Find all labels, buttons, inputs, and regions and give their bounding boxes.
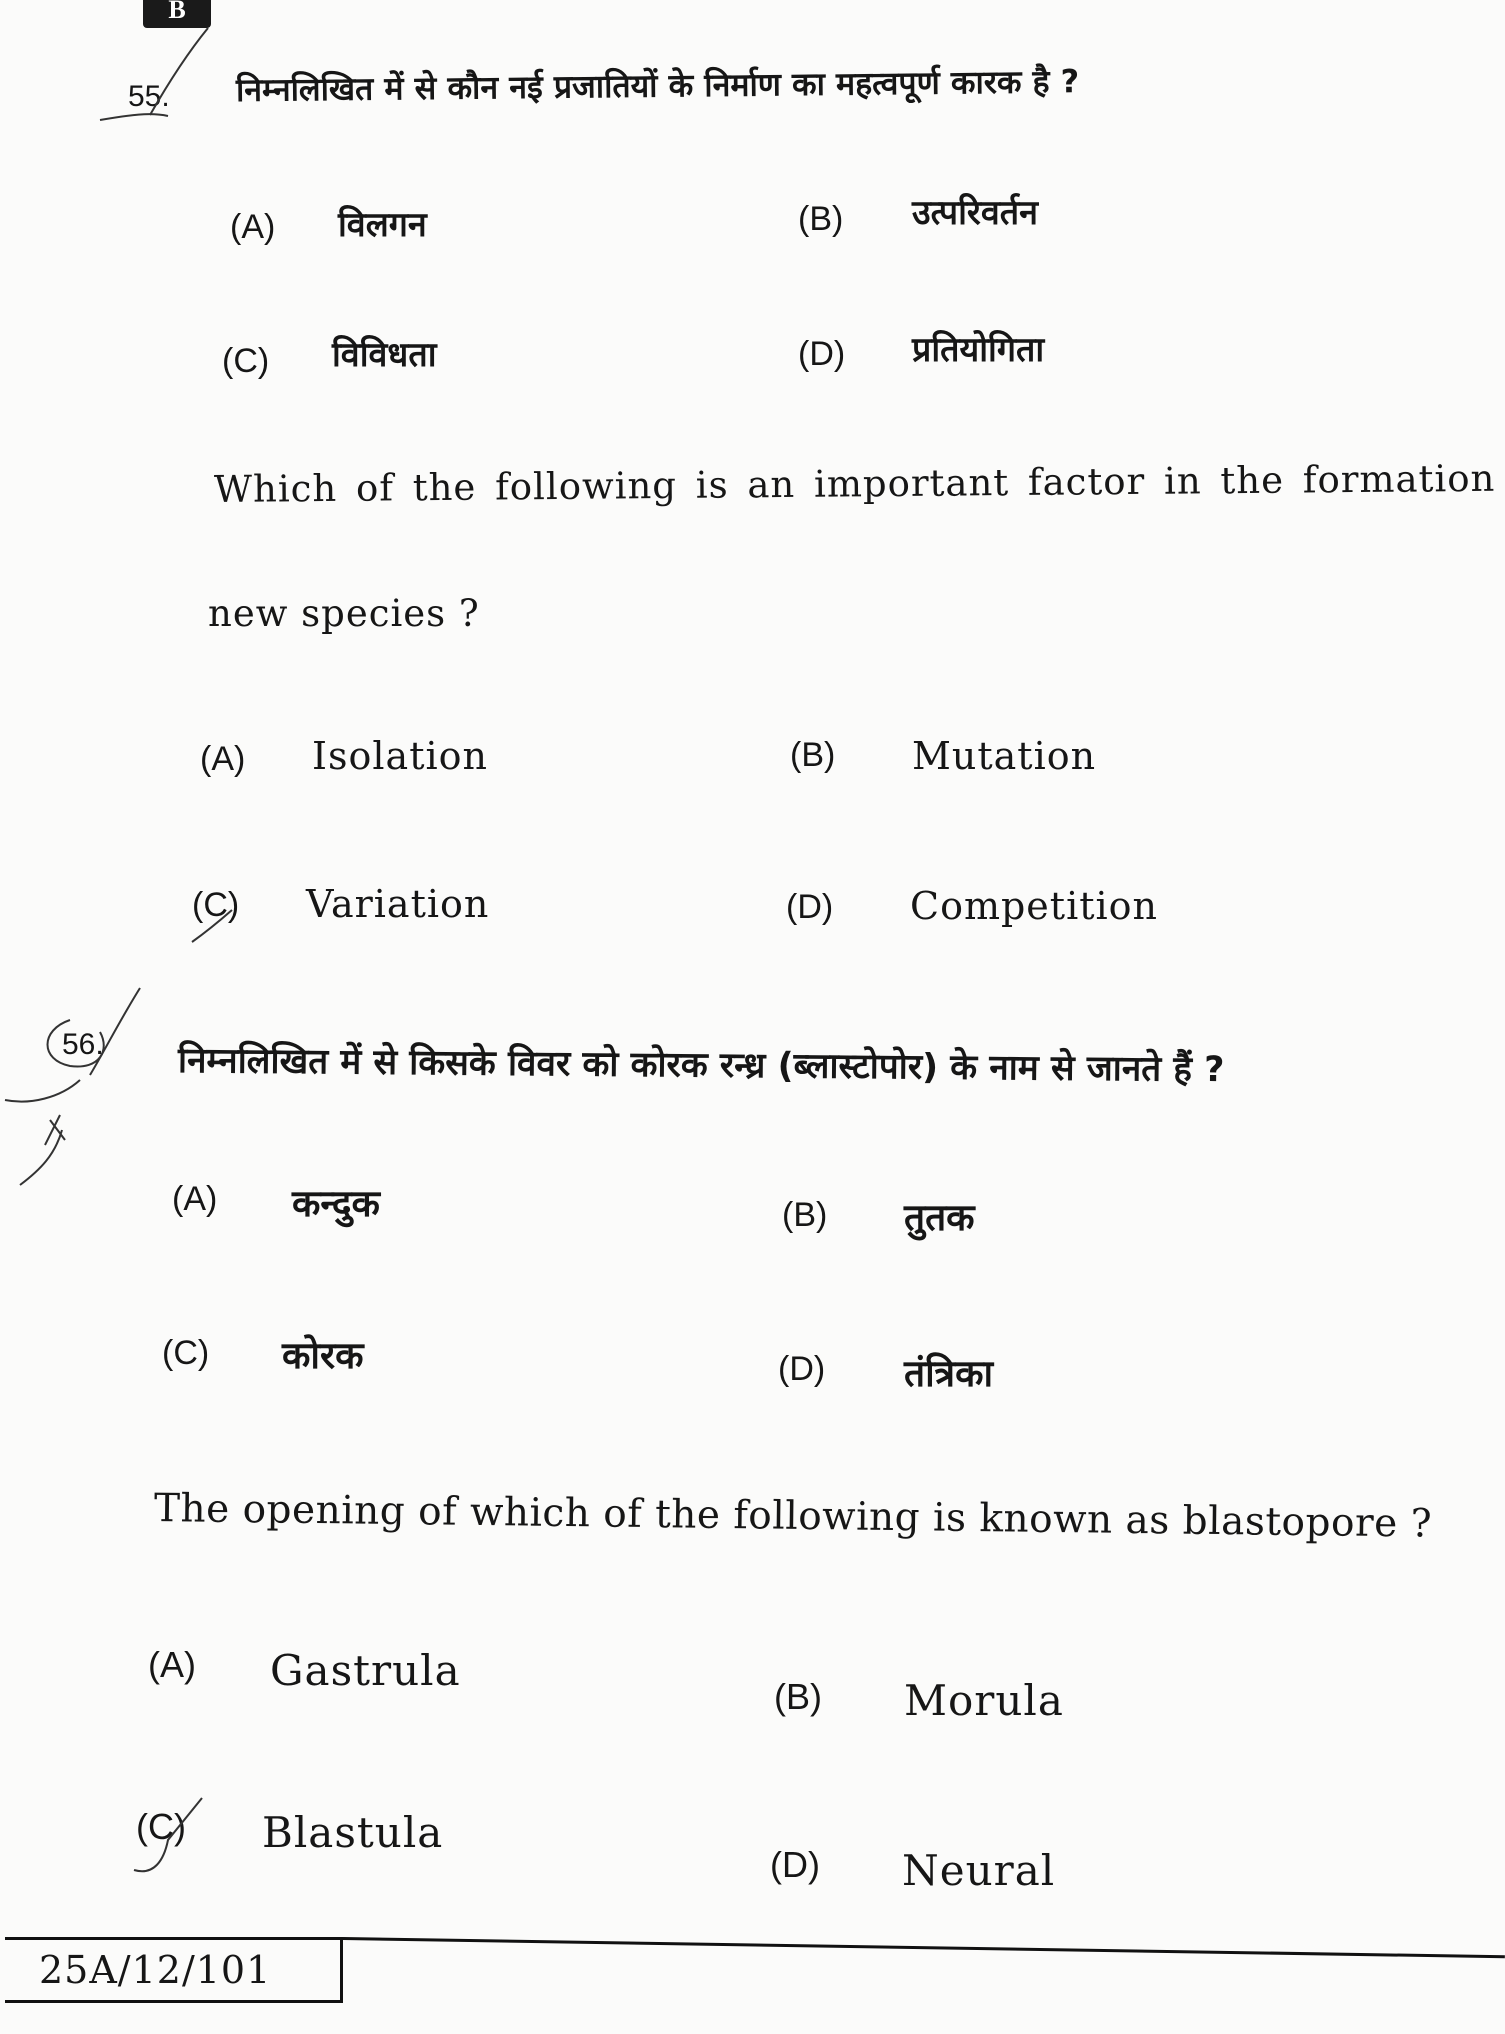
pen-mark-q56 xyxy=(0,980,170,1200)
q56-english-option-b-label: (B) xyxy=(774,1676,822,1717)
question-55-number: 55. xyxy=(128,80,170,113)
q56-english-option-d-label: (D) xyxy=(770,1844,820,1885)
q56-hindi-option-b-label: (B) xyxy=(782,1196,828,1234)
q55-english-option-a-text: Isolation xyxy=(312,734,488,778)
question-55-english-line2: new species ? xyxy=(208,592,480,635)
q56-hindi-option-c-label: (C) xyxy=(162,1334,210,1372)
set-badge: B xyxy=(143,0,211,28)
footer-code-box: 25A/12/101 xyxy=(5,1937,343,2003)
q55-hindi-option-c-label: (C) xyxy=(222,342,270,380)
q56-hindi-option-a-label: (A) xyxy=(172,1180,218,1218)
q55-english-option-c-label: (C) xyxy=(192,886,240,924)
q55-hindi-option-d-text: प्रतियोगिता xyxy=(912,330,1045,370)
q55-english-option-a-label: (A) xyxy=(200,740,246,778)
q55-english-option-c-text: Variation xyxy=(306,882,490,926)
q55-hindi-option-c-text: विविधता xyxy=(332,335,437,375)
q55-hindi-option-a-label: (A) xyxy=(230,208,276,246)
q56-english-option-a-text: Gastrula xyxy=(270,1646,461,1695)
q56-english-option-b-text: Morula xyxy=(904,1676,1064,1725)
q56-english-option-d-text: Neural xyxy=(902,1846,1056,1895)
question-56-number: 56. xyxy=(62,1028,104,1061)
question-55-hindi-text: निम्नलिखित में से कौन नई प्रजातियों के निर्माण का महत्वपूर्ण कारक है ? xyxy=(235,62,1080,109)
q56-hindi-option-d-label: (D) xyxy=(778,1350,826,1388)
q56-hindi-option-c-text: कोरक xyxy=(282,1334,364,1377)
q56-hindi-option-a-text: कन्दुक xyxy=(292,1182,380,1225)
q56-english-option-a-label: (A) xyxy=(148,1644,196,1685)
q56-hindi-option-d-text: तंत्रिका xyxy=(904,1352,994,1395)
q55-english-option-d-text: Competition xyxy=(910,884,1158,928)
question-56-english-text: The opening of which of the following is known as blastopore ? xyxy=(153,1486,1433,1547)
q55-hindi-option-d-label: (D) xyxy=(798,335,846,373)
q55-hindi-option-a-text: विलगन xyxy=(338,205,427,245)
q55-hindi-option-b-text: उत्परिवर्तन xyxy=(912,193,1038,233)
q55-english-option-b-text: Mutation xyxy=(912,734,1097,778)
footer-rule xyxy=(343,1937,1505,1958)
q55-english-option-b-label: (B) xyxy=(790,736,836,774)
q56-hindi-option-b-text: तुतक xyxy=(904,1196,975,1239)
question-55-english-line1: Which of the following is an important factor in the formation xyxy=(213,456,1496,511)
question-56-hindi-text: निम्नलिखित में से किसके विवर को कोरक रन्ध्र (ब्लास्टोपोर) के नाम से जानते हैं ? xyxy=(177,1041,1225,1091)
q56-english-option-c-text: Blastula xyxy=(262,1808,444,1857)
q55-english-option-d-label: (D) xyxy=(786,888,834,926)
q55-hindi-option-b-label: (B) xyxy=(798,200,844,238)
q56-english-option-c-label: (C) xyxy=(136,1806,186,1847)
